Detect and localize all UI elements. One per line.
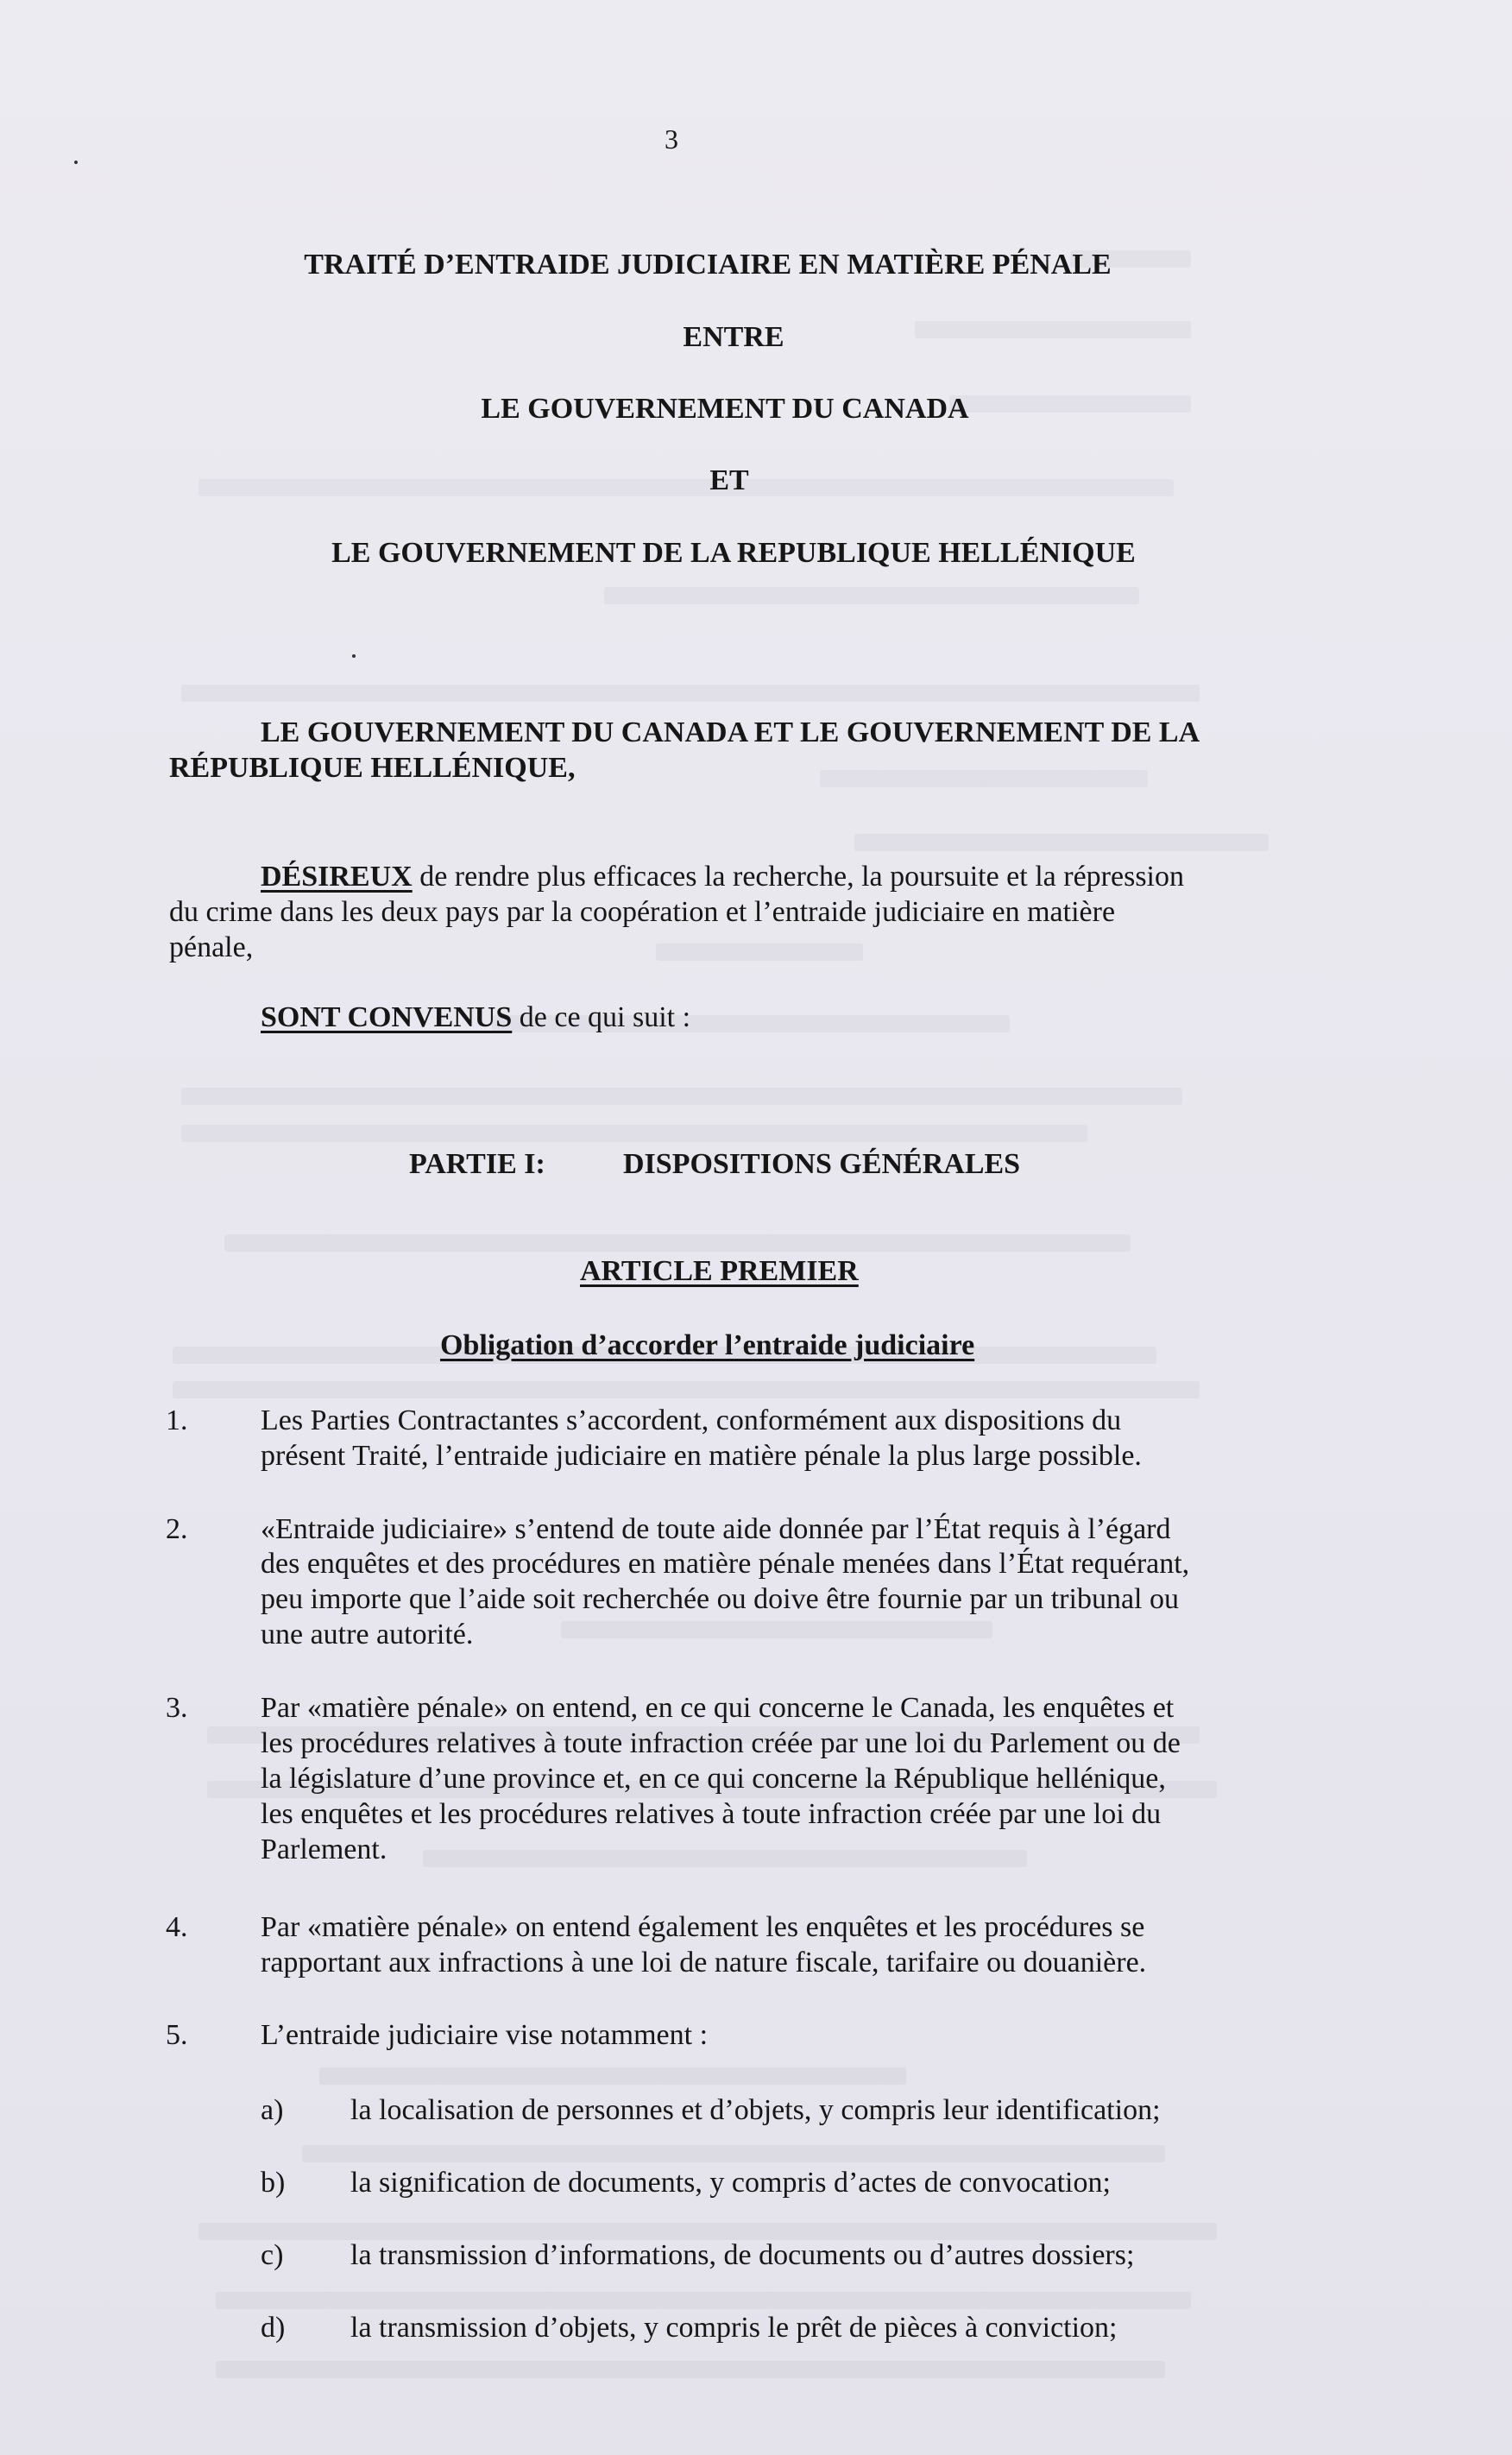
paragraph-number: 3. <box>166 1692 188 1724</box>
paragraph-5-line-1: L’entraide judiciaire vise notamment : <box>261 2019 709 2051</box>
paragraph-1-line-2: présent Traité, l’entraide judiciaire en matière pénale la plus large possible. <box>261 1440 1142 1472</box>
paragraph-2-line-1: «Entraide judiciaire» s’entend de toute aide donnée par l’État requis à l’égard <box>261 1513 1171 1545</box>
item-letter: b) <box>261 2167 286 2199</box>
paragraph-4-line-2: rapportant aux infractions à une loi de nature fiscale, tarifaire ou douanière. <box>261 1947 1147 1979</box>
title-line-treaty: TRAITÉ D’ENTRAIDE JUDICIAIRE EN MATIÈRE PÉNALE <box>304 249 1112 281</box>
paragraph-number: 2. <box>166 1513 188 1545</box>
paragraph-3-line-1: Par «matière pénale» on entend, en ce qui concerne le Canada, les enquêtes et <box>261 1692 1175 1724</box>
agreed-text: de ce qui suit : <box>512 1001 691 1033</box>
title-line-between: ENTRE <box>683 321 784 353</box>
paragraph-number: 1. <box>166 1404 188 1436</box>
preamble-line-1 <box>261 859 1184 895</box>
title-line-greece: LE GOUVERNEMENT DE LA REPUBLIQUE HELLÉNIQUE <box>331 537 1136 569</box>
title-line-and: ET <box>709 464 749 496</box>
agreed-line <box>261 1000 690 1036</box>
parties-line-2: RÉPUBLIQUE HELLÉNIQUE, <box>169 752 576 784</box>
item-letter: d) <box>261 2312 286 2344</box>
title-line-canada: LE GOUVERNEMENT DU CANADA <box>481 393 969 425</box>
item-a-text: la localisation de personnes et d’objets, y compris leur identification; <box>350 2094 1161 2126</box>
preamble-line-2: du crime dans les deux pays par la coopération et l’entraide judiciaire en matière <box>169 896 1116 928</box>
agreed-keyword: SONT CONVENUS <box>261 1001 513 1033</box>
paragraph-3-line-5: Parlement. <box>261 1833 387 1865</box>
paragraph-2-line-2: des enquêtes et des procédures en matière pénale menées dans l’État requérant, <box>261 1548 1190 1580</box>
item-c-text: la transmission d’informations, de documents ou d’autres dossiers; <box>350 2239 1135 2271</box>
page-number: 3 <box>665 123 678 155</box>
preamble-line-1-text: de rendre plus efficaces la recherche, la poursuite et la répression <box>412 861 1184 893</box>
item-letter: c) <box>261 2239 284 2271</box>
part-label: PARTIE I: <box>409 1148 545 1180</box>
paragraph-2-line-4: une autre autorité. <box>261 1619 474 1650</box>
speck <box>74 161 78 164</box>
item-b-text: la signification de documents, y compris d’actes de convocation; <box>350 2167 1111 2199</box>
paragraph-3-line-4: les enquêtes et les procédures relatives à toute infraction créée par une loi du <box>261 1798 1162 1830</box>
paragraph-3-line-2: les procédures relatives à toute infraction créée par une loi du Parlement ou de <box>261 1727 1181 1759</box>
speck <box>352 654 356 658</box>
paragraph-2-line-3: peu importe que l’aide soit recherchée ou doive être fournie par un tribunal ou <box>261 1583 1179 1615</box>
paragraph-3-line-3: la législature d’une province et, en ce qui concerne la République hellénique, <box>261 1763 1166 1795</box>
preamble-line-3: pénale, <box>169 931 254 963</box>
parties-line-1: LE GOUVERNEMENT DU CANADA ET LE GOUVERNEMENT DE LA <box>261 716 1200 748</box>
part-title: DISPOSITIONS GÉNÉRALES <box>623 1148 1021 1180</box>
paragraph-number: 5. <box>166 2019 188 2051</box>
article-subheading: Obligation d’accorder l’entraide judiciaire <box>440 1329 975 1361</box>
paragraph-1-line-1: Les Parties Contractantes s’accordent, conformément aux dispositions du <box>261 1404 1122 1436</box>
preamble-keyword: DÉSIREUX <box>261 861 413 893</box>
paragraph-number: 4. <box>166 1911 188 1943</box>
paragraph-4-line-1: Par «matière pénale» on entend également les enquêtes et les procédures se <box>261 1911 1145 1943</box>
item-d-text: la transmission d’objets, y compris le prêt de pièces à conviction; <box>350 2312 1118 2344</box>
item-letter: a) <box>261 2094 284 2126</box>
article-heading: ARTICLE PREMIER <box>580 1255 859 1287</box>
